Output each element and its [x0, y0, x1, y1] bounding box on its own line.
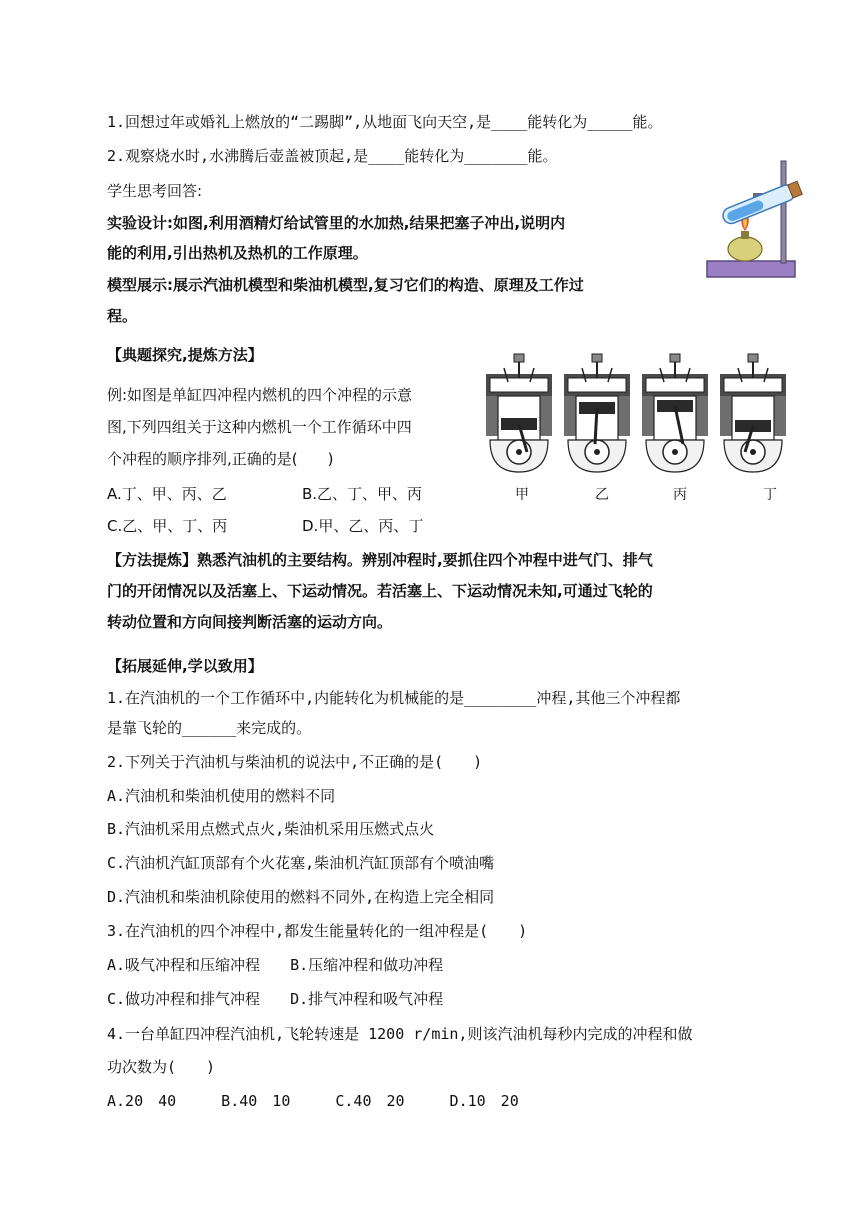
test-tube — [721, 180, 803, 226]
example-line-1: 例:如图是单缸四冲程内燃机的四个冲程的示意 — [107, 386, 413, 404]
experiment-line-2: 能的利用,引出热机及热机的工作原理。 — [107, 244, 368, 262]
stand-rod — [781, 161, 786, 263]
lamp-wick — [741, 231, 749, 239]
example-heading: 【典题探究,提炼方法】 — [107, 346, 263, 364]
extend-q3-options-cd: C.做功冲程和排气冲程 D.排气冲程和吸气冲程 — [107, 990, 444, 1008]
engine-strokes-figure — [482, 348, 792, 478]
model-line-2: 程。 — [107, 307, 138, 325]
caption-jia: 甲 — [515, 487, 529, 503]
example-option-a: A.丁、甲、丙、乙 — [107, 485, 227, 503]
engine-diagram-bing — [642, 354, 708, 472]
extend-q1-line-2: 是靠飞轮的______来完成的。 — [107, 719, 312, 737]
extend-q4-line-2: 功次数为( ) — [107, 1058, 216, 1076]
extend-q2-option-c: C.汽油机汽缸顶部有个火花塞,柴油机汽缸顶部有个喷油嘴 — [107, 854, 495, 872]
engine-diagram-yi — [564, 354, 630, 472]
method-line-1: 【方法提炼】熟悉汽油机的主要结构。辨别冲程时,要抓住四个冲程中进气门、排气 — [107, 551, 653, 569]
example-line-2: 图,下列四组关于这种内燃机一个工作循环中四 — [107, 418, 412, 436]
experiment-line-1: 实验设计:如图,利用酒精灯给试管里的水加热,结果把塞子冲出,说明内 — [107, 214, 566, 232]
extend-q2: 2.下列关于汽油机与柴油机的说法中,不正确的是( ) — [107, 753, 483, 771]
test-tube-experiment-figure — [697, 153, 815, 285]
example-option-d: D.甲、乙、丙、丁 — [302, 517, 424, 535]
alcohol-lamp — [728, 237, 762, 261]
extend-heading: 【拓展延伸,学以致用】 — [107, 657, 263, 675]
extend-q3: 3.在汽油机的四个冲程中,都发生能量转化的一组冲程是( ) — [107, 922, 528, 940]
extend-q1-line-1: 1.在汽油机的一个工作循环中,内能转化为机械能的是________冲程,其他三个冲程都 — [107, 689, 681, 707]
example-line-3: 个冲程的顺序排列,正确的是( ) — [107, 450, 334, 468]
example-option-c: C.乙、甲、丁、丙 — [107, 517, 228, 535]
extend-q2-option-b: B.汽油机采用点燃式点火,柴油机采用压燃式点火 — [107, 820, 435, 838]
extend-q2-option-a: A.汽油机和柴油机使用的燃料不同 — [107, 787, 336, 805]
extend-q2-option-d: D.汽油机和柴油机除使用的燃料不同外,在构造上完全相同 — [107, 888, 495, 906]
method-line-2: 门的开闭情况以及活塞上、下运动情况。若活塞上、下运动情况未知,可通过飞轮的 — [107, 582, 653, 600]
method-line-3: 转动位置和方向间接判断活塞的运动方向。 — [107, 613, 393, 631]
model-line-1: 模型展示:展示汽油机模型和柴油机模型,复习它们的构造、原理及工作过 — [107, 276, 584, 294]
example-option-b: B.乙、丁、甲、丙 — [302, 485, 423, 503]
extend-q4-options: A.20 40 B.40 10 C.40 20 D.10 20 — [107, 1092, 519, 1110]
extend-q3-options-ab: A.吸气冲程和压缩冲程 B.压缩冲程和做功冲程 — [107, 956, 444, 974]
engine-diagram-ding — [720, 354, 786, 472]
caption-bing: 丙 — [673, 487, 687, 503]
intro-q1: 1.回想过年或婚礼上燃放的“二踢脚”,从地面飞向天空,是____能转化为_____能。 — [107, 113, 663, 131]
engine-diagram-jia — [486, 354, 552, 472]
intro-q2: 2.观察烧水时,水沸腾后壶盖被顶起,是____能转化为_______能。 — [107, 147, 558, 165]
think-text: 学生思考回答: — [107, 182, 203, 200]
caption-yi: 乙 — [595, 487, 609, 503]
caption-ding: 丁 — [763, 487, 777, 503]
extend-q4-line-1: 4.一台单缸四冲程汽油机,飞轮转速是 1200 r/min,则该汽油机每秒内完成的冲程和做 — [107, 1025, 693, 1043]
